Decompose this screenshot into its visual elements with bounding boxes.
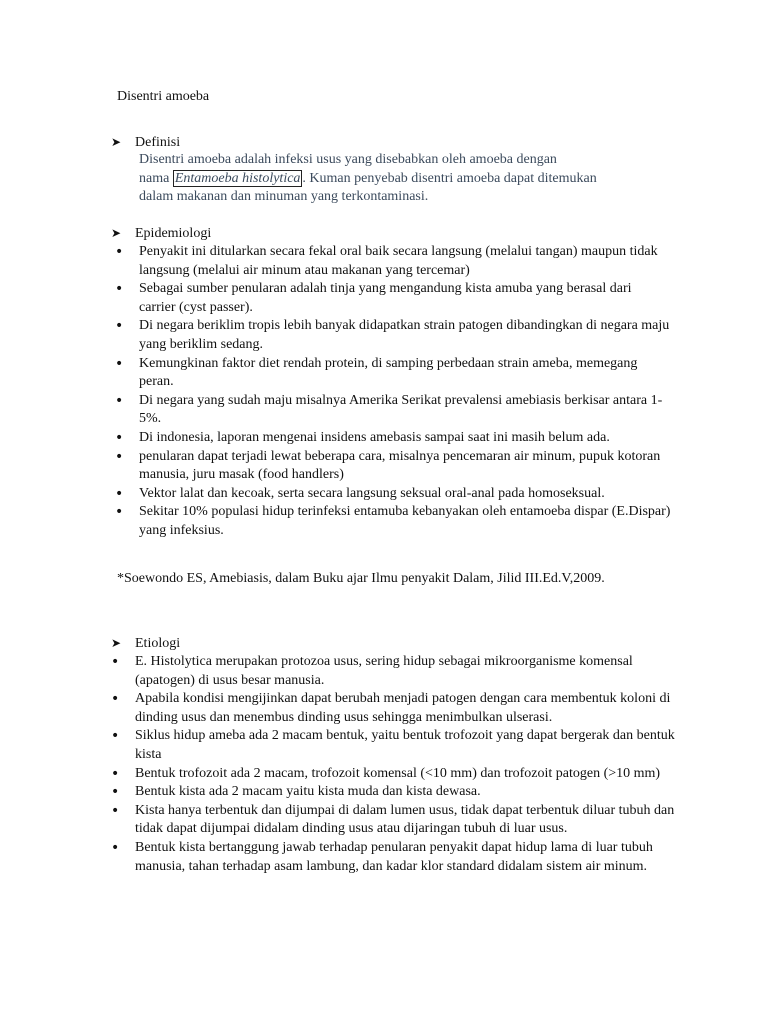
list-item: • Di indonesia, laporan mengenai insidens amebasis sampai saat ini masih belum ada.: [111, 429, 671, 448]
definisi-paragraph: [139, 151, 597, 207]
arrow-bullet-icon: ➤: [111, 135, 122, 149]
list-item: • Bentuk kista bertanggung jawab terhadap penularan penyakit dapat hidup lama di luar tubuh manusia, tahan terhadap asam lambung, dan kadar klor standard didalam sistem air minum.: [107, 839, 675, 876]
list-item: • Vektor lalat dan kecoak, serta secara langsung seksual oral-anal pada homoseksual.: [111, 485, 671, 504]
list-item: • Bentuk trofozoit ada 2 macam, trofozoit komensal (<10 mm) dan trofozoit patogen (>10 mm): [107, 765, 675, 784]
definisi-line-1: Disentri amoeba adalah infeksi usus yang disebabkan oleh amoeba dengan: [139, 152, 557, 167]
list-item: • Siklus hidup ameba ada 2 macam bentuk, yaitu bentuk trofozoit yang dapat bergerak dan bentuk kista: [107, 727, 675, 764]
definisi-line-2-suffix: . Kuman penyebab disentri amoeba dapat ditemukan: [302, 170, 597, 186]
list-item: • Kemungkinan faktor diet rendah protein, di samping perbedaan strain ameba, memegang peran.: [111, 355, 671, 392]
definisi-heading-text: Definisi: [135, 135, 181, 150]
section-heading-epidemiologi: [111, 224, 211, 244]
list-item: • penularan dapat terjadi lewat beberapa cara, misalnya pencemaran air minum, pupuk kotoran manusia, juru masak (food handlers): [111, 448, 671, 485]
definisi-line-2: [139, 170, 597, 189]
definisi-line-3: dalam makanan dan minuman yang terkontaminasi.: [139, 189, 429, 205]
list-item: • Kista hanya terbentuk dan dijumpai di dalam lumen usus, tidak dapat terbentuk diluar tubuh dan tidak dapat dijumpai didalam dinding usus atau dijaringan tubuh di luar usus.: [107, 802, 675, 839]
document-title: Disentri amoeba: [117, 89, 210, 104]
definisi-line-2-prefix: nama: [139, 170, 173, 186]
list-item: • Di negara yang sudah maju misalnya Amerika Serikat prevalensi amebiasis berkisar antara 1-5%.: [111, 392, 671, 429]
arrow-bullet-icon: ➤: [111, 226, 122, 240]
epidemiologi-list: [111, 243, 671, 541]
list-item: • Sebagai sumber penularan adalah tinja yang mengandung kista amuba yang berasal dari carrier (cyst passer).: [111, 280, 671, 317]
list-item: • Apabila kondisi mengijinkan dapat berubah menjadi patogen dengan cara membentuk koloni di dinding usus dan menembus dinding usus sehingga menimbulkan ulserasi.: [107, 690, 675, 727]
arrow-bullet-icon: ➤: [111, 636, 122, 650]
boxed-term-entamoeba: Entamoeba histolytica: [174, 170, 301, 186]
section-heading-definisi: [111, 133, 180, 153]
section-heading-etiologi: [111, 634, 180, 654]
epidemiologi-heading-text: Epidemiologi: [135, 226, 212, 241]
etiologi-list: [107, 653, 675, 876]
list-item: • Sekitar 10% populasi hidup terinfeksi entamuba kebanyakan oleh entamoeba dispar (E.Dispar) yang infeksius.: [111, 503, 671, 540]
list-item: • Bentuk kista ada 2 macam yaitu kista muda dan kista dewasa.: [107, 783, 675, 802]
list-item: • Di negara beriklim tropis lebih banyak didapatkan strain patogen dibandingkan di negara maju yang beriklim sedang.: [111, 317, 671, 354]
list-item: • Penyakit ini ditularkan secara fekal oral baik secara langsung (melalui tangan) maupun tidak langsung (melalui air minum atau makanan yang tercemar): [111, 243, 671, 280]
reference-citation: *Soewondo ES, Amebiasis, dalam Buku ajar Ilmu penyakit Dalam, Jilid III.Ed.V,2009.: [117, 571, 605, 586]
etiologi-heading-text: Etiologi: [135, 636, 181, 651]
list-item: • E. Histolytica merupakan protozoa usus, sering hidup sebagai mikroorganisme komensal (apatogen) di usus besar manusia.: [107, 653, 675, 690]
